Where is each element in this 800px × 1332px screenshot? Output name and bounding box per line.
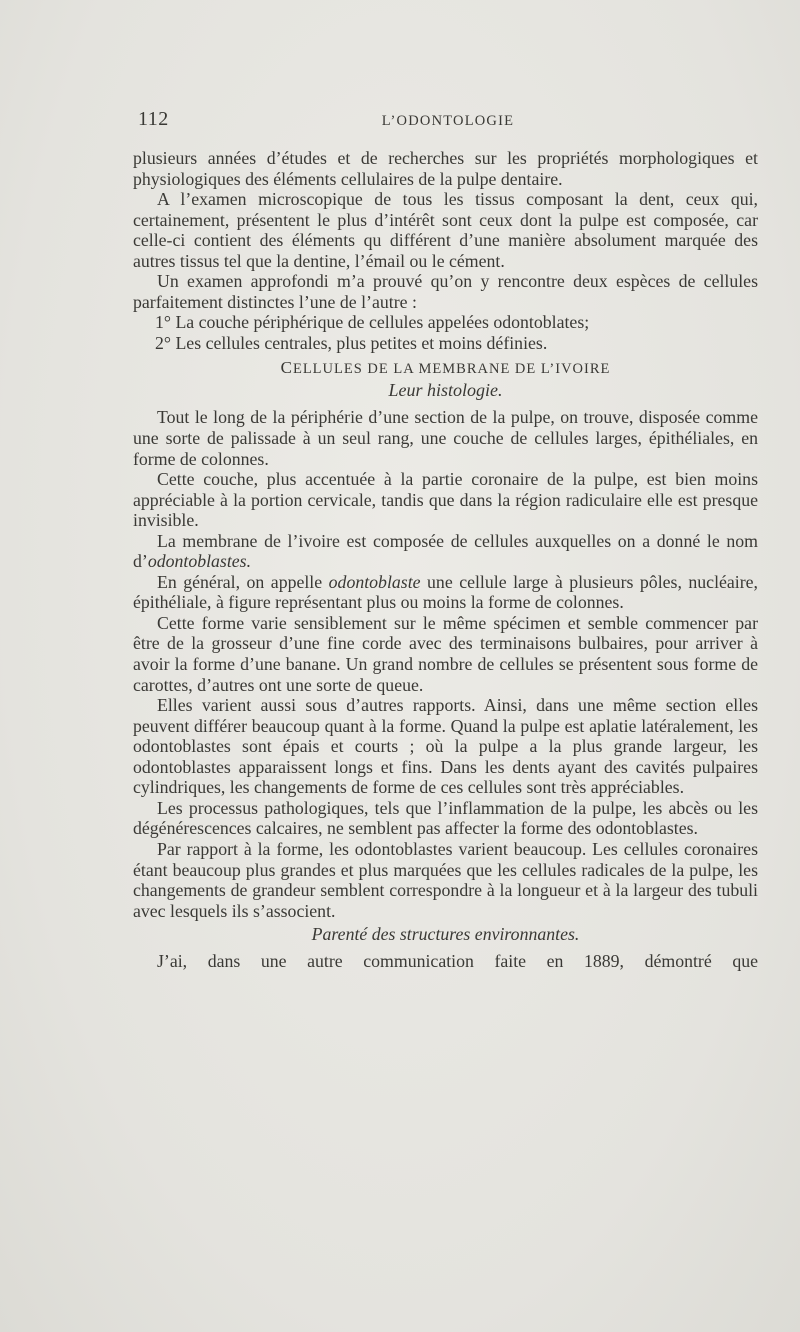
list-item: 2° Les cellules centrales, plus petites et moins définies. (155, 332, 548, 353)
paragraph: Elles varient aussi sous d’autres rapports. Ainsi, dans une même section elles peuvent différer beaucoup quant à la forme. Quand la pulpe est aplatie latéralement, les odontoblastes sont épais et courts ; où la pulpe a la plus grande largeur, les odontoblastes apparaissent longs et fins. Dans les dents ayant des cavités pulpaires cylindriques, les changements de forme de ces cellules sont très appréciables. (133, 695, 758, 798)
section-heading-initial: C (280, 358, 293, 378)
paragraph (133, 572, 758, 613)
section-heading-italic: Parenté des structures environnantes. (311, 924, 580, 945)
paragraph: Cette forme varie sensiblement sur le même spécimen et semble commencer par être de la grosseur d’une fine corde avec des terminaisons bulbaires, pour arriver à avoir la forme d’une banane. Un grand nombre de cellules se présentent sous forme de carottes, d’autres ont une sorte de queue. (133, 612, 758, 695)
running-title: L’ODONTOLOGIE (381, 113, 515, 129)
page-header (138, 108, 758, 132)
page-number: 112 (138, 108, 169, 130)
emphasis-term: odontoblastes. (147, 551, 252, 572)
paragraph-text: La membrane de l’ivoire est composée de cellules auxquelles on a donné le nom d’ (133, 530, 758, 572)
paragraph: Un examen approfondi m’a prouvé qu’on y rencontre deux espèces de cellules parfaitement distinctes l’une de l’autre : (133, 271, 758, 312)
paragraph: Tout le long de la périphérie d’une section de la pulpe, on trouve, disposée comme une sorte de palissade à un seul rang, une couche de cellules larges, épithéliales, en forme de colonnes. (133, 407, 758, 469)
list-item: 1° La couche périphérique de cellules appelées odontoblates; (155, 312, 590, 333)
section-subheading: Leur histologie. (388, 380, 503, 401)
paragraph-text: En général, on appelle (157, 571, 329, 592)
paragraph: Par rapport à la forme, les odontoblastes varient beaucoup. Les cellules coronaires étant beaucoup plus grandes et plus marquées que les cellules radicales de la pulpe, les changements de grandeur semblent correspondre à la longueur et à la largeur des tubuli avec lesquels ils s’associent. (133, 838, 758, 921)
section-heading-text: ELLULES DE LA MEMBRANE DE L’IVOIRE (292, 361, 611, 378)
paragraph: Cette couche, plus accentuée à la partie coronaire de la pulpe, est bien moins appréciable à la portion cervicale, tandis que dans la région radiculaire elle est presque invisible. (133, 469, 758, 531)
section-heading (133, 358, 758, 379)
paragraph: J’ai, dans une autre communication faite en 1889, démontré que (157, 951, 758, 972)
paragraph: plusieurs années d’études et de recherches sur les propriétés morphologiques et physiologiques des éléments cellulaires de la pulpe dentaire. (133, 148, 758, 189)
paragraph (133, 531, 758, 572)
paragraph: A l’examen microscopique de tous les tissus composant la dent, ceux qui, certainement, présentent le plus d’intérêt sont ceux dont la pulpe est composée, car celle-ci contient des éléments qu différent d’une manière absolument marquée des autres tissus tel que la dentine, l’émail ou le cément. (133, 189, 758, 271)
emphasis-term: odontoblaste (328, 571, 421, 592)
paragraph-text: une cellule large à plusieurs pôles, nucléaire, épithéliale, à figure représentant plus ou moins la forme de colonnes. (133, 571, 758, 613)
body-text (133, 148, 758, 972)
paragraph: Les processus pathologiques, tels que l’inflammation de la pulpe, les abcès ou les dégénérescences calcaires, ne semblent pas affecter la forme des odontoblastes. (133, 797, 758, 839)
